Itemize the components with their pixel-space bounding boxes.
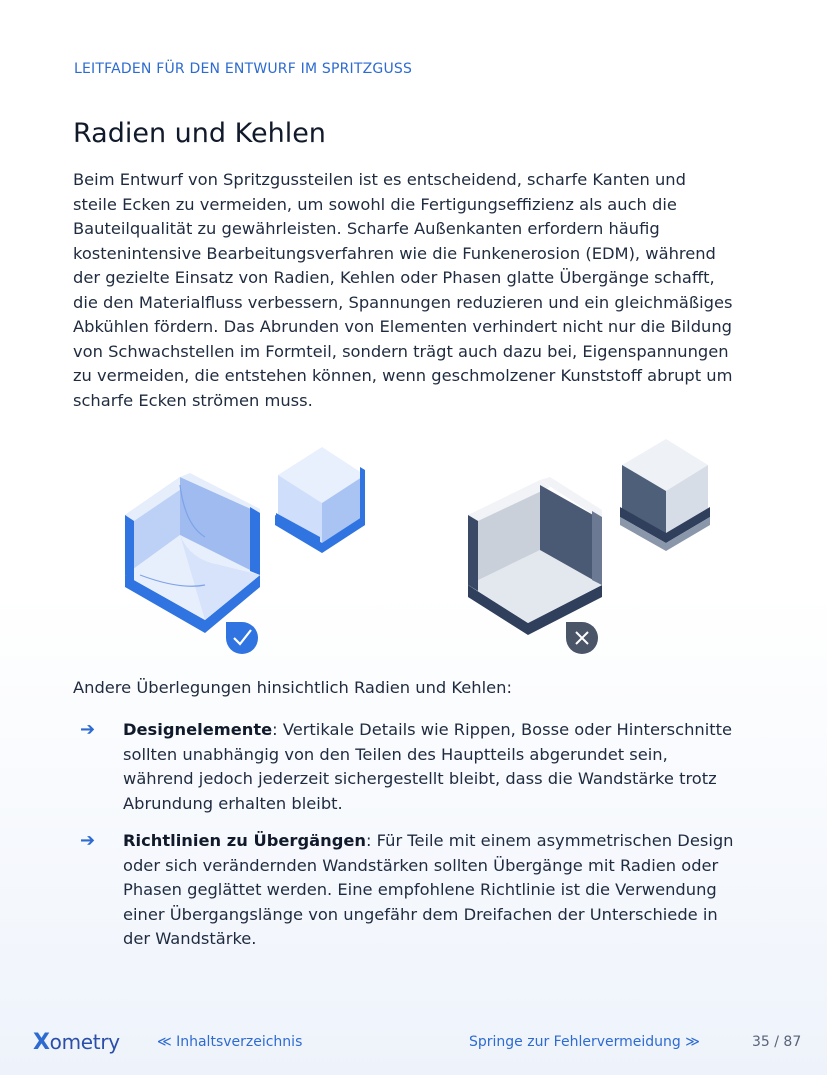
error-avoidance-link[interactable]: Springe zur Fehlervermeidung ≫ bbox=[469, 1034, 700, 1050]
arrow-right-icon: ➔ bbox=[80, 719, 96, 740]
logo-mark: X bbox=[33, 1030, 50, 1055]
bullet-text: : Vertikale Details wie Rippen, Bosse oder Hinterschnitte sollten unabhängig von den Teilen des Hauptteils abgerundet sein, während jedoch jederzeit sichergestellt bleibt, dass die Wandstärke trotz Abrundung erhalten bleibt. bbox=[123, 720, 733, 813]
fillet-comparison-illustration bbox=[110, 425, 730, 660]
intro-paragraph: Beim Entwurf von Spritzgussteilen ist es entscheidend, scharfe Kanten und steile Ecken zu vermeiden, um sowohl die Fertigungseffizienz als auch die Bauteilqualität zu gewährleisten. Scharfe Außenkanten erfordern häufig kostenintensive Bearbeitungsverfahren wie die Funkenerosion (EDM), während der gezielte Einsatz von Radien, Kehlen oder Phasen glatte Übergänge schafft, die den Materialfluss verbessern, Spannungen reduzieren und ein gleichmäßiges Abkühlen fördern. Das Abrunden von Elementen verhindert nicht nur die Bildung von Schwachstellen im Formteil, sondern trägt auch dazu bei, Eigenspannungen zu vermeiden, die entstehen können, wenn geschmolzener Kunststoff abrupt um scharfe Ecken strömen muss. bbox=[73, 170, 733, 410]
logo-text: ometry bbox=[49, 1030, 120, 1054]
sharp-corner-illustration bbox=[468, 439, 710, 654]
page-number: 35 / 87 bbox=[752, 1034, 802, 1050]
bullet-text: : Für Teile mit einem asymmetrischen Design oder sich verändernden Wandstärken sollten Übergänge mit Radien oder Phasen geglättet werden. Eine empfohlene Richtlinie ist die Verwendung einer Übergangslänge von ungefähr dem Dreifachen der Unterschiede in der Wandstärke. bbox=[123, 831, 734, 948]
list-item bbox=[80, 718, 740, 816]
bullet-list bbox=[80, 718, 740, 952]
bullet-term: Designelemente bbox=[123, 720, 273, 739]
xometry-logo bbox=[33, 1030, 120, 1055]
rounded-corner-illustration bbox=[125, 447, 365, 654]
list-item bbox=[80, 829, 740, 952]
bullet-term: Richtlinien zu Übergängen bbox=[123, 831, 366, 850]
page-title: Radien und Kehlen bbox=[73, 118, 326, 149]
page-footer bbox=[0, 1030, 827, 1060]
table-of-contents-link[interactable]: ≪ Inhaltsverzeichnis bbox=[157, 1034, 303, 1050]
document-header: LEITFADEN FÜR DEN ENTWURF IM SPRITZGUSS bbox=[74, 61, 413, 77]
arrow-right-icon: ➔ bbox=[80, 830, 96, 851]
other-considerations-heading: Andere Überlegungen hinsichtlich Radien und Kehlen: bbox=[73, 678, 512, 697]
